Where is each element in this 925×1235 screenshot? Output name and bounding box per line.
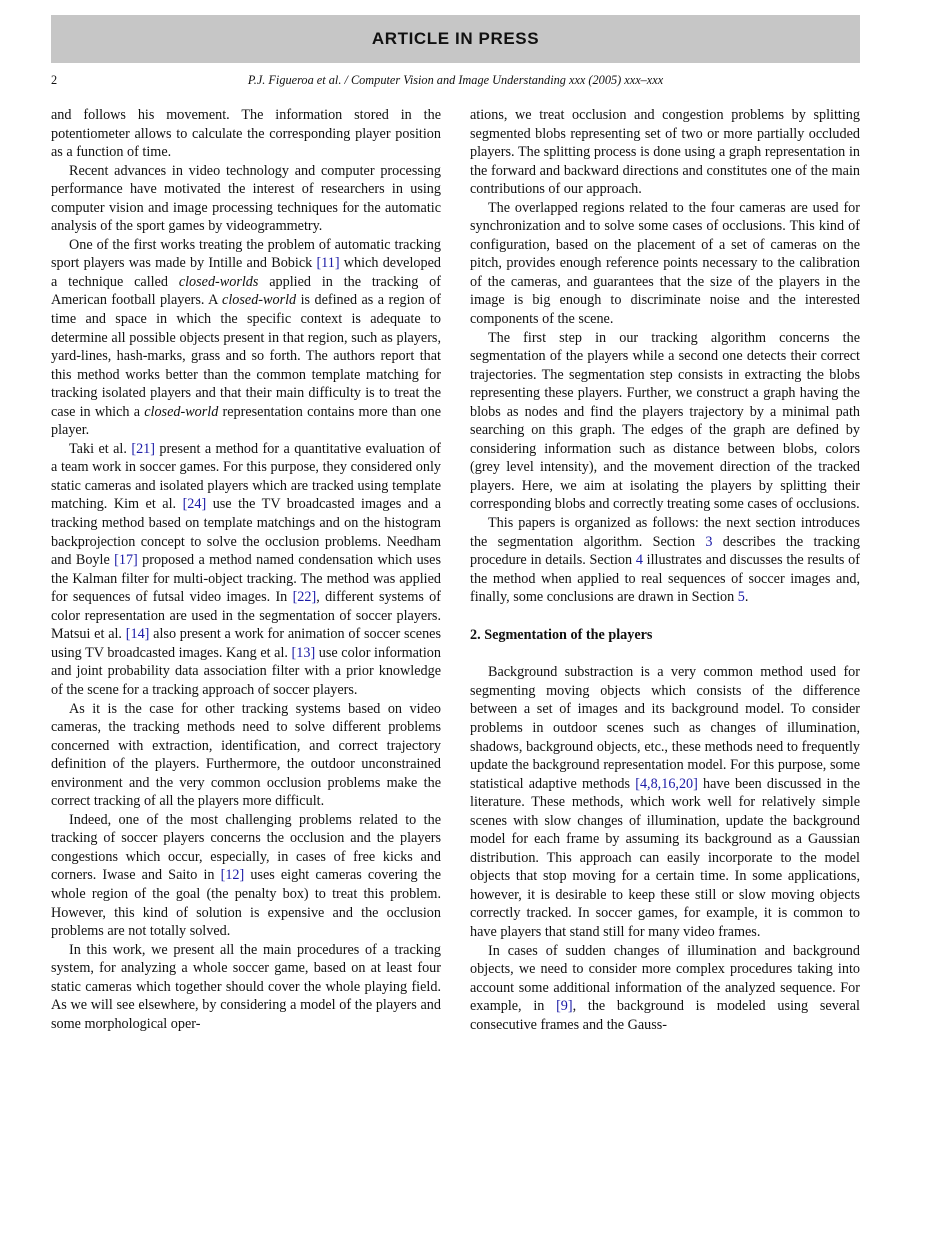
text-run: In cases of sudden changes of illumination and background objects, we need to consider more complex procedures taking into account some additional information of the analyzed sequence. For example, in bbox=[470, 942, 860, 1015]
paragraph bbox=[470, 199, 860, 329]
citation-link[interactable]: [11] bbox=[316, 255, 340, 272]
text-run: uses eight cameras covering the whole region of the goal (the penalty box) to treat this problem. However, this kind of solution is expensive and the occlusion problems are not totally solved. bbox=[51, 867, 441, 940]
section-heading: 2. Segmentation of the players bbox=[470, 626, 653, 643]
text-run: , different systems of color representation are used in the segmentation of soccer players. Matsui et al. bbox=[51, 589, 441, 643]
text-run: ations, we treat occlusion and congestion problems by splitting segmented blobs representing set of two or more partially occluded players. The splitting process is done using a graph representation in the forward and backward directions and constitutes one of the main contributions of our approach. bbox=[470, 107, 860, 198]
text-run: is defined as a region of time and space in which the specific context is adequate to determine all possible objects present in that region, such as players, yard-lines, hash-marks, grass and so forth. The authors report that this method works better than the common template matching for tracking isolated players and that their main difficulty is to treat the case in which a bbox=[51, 292, 441, 420]
paragraph bbox=[51, 162, 441, 236]
paragraph bbox=[51, 941, 441, 1034]
text-run: proposed a method named condensation which uses the Kalman filter for multi-object tracking. The method was applied for sequences of futsal video images. In bbox=[51, 552, 441, 606]
journal-citation: P.J. Figueroa et al. / Computer Vision and Image Understanding xxx (2005) xxx–xxx bbox=[247, 73, 664, 87]
text-run: Background substraction is a very common method used for segmenting moving objects which consists of the difference between a set of images and its background model. To consider problems in outdoor scenes such as changes of illumination, shadows, background objects, etc., these methods need to frequently update the background representation model. For this purpose, some statistical adaptive methods bbox=[470, 664, 860, 792]
text-run: The overlapped regions related to the four cameras are used for synchronization and to solve some cases of occlusions. This kind of configuration, based on the placement of a set of cameras on the pitch, provides enough reference points necessary to the calibration of the cameras, and guarantees that the size of the players in the image is big enough to discriminate noise and the interested components of the scene. bbox=[470, 199, 860, 328]
citation-link[interactable]: 5 bbox=[737, 589, 745, 606]
text-run: have been discussed in the literature. These methods, which work well for relatively simple scenes with slow changes of illumination, update the background model for each frame by assuming its background as a Gaussian distribution. This approach can easily incorporate to the model objects that stop moving for a certain time. In some applications, however, it is desirable to keep these still or slow moving objects correctly tracked. In soccer games, for example, it is common to have players that stand still for many video frames. bbox=[470, 775, 861, 940]
emphasis-text: closed-worlds bbox=[178, 273, 259, 290]
text-run: illustrates and discusses the results of the method when applied to real sequences of soccer images and, finally, some conclusions are drawn in Section bbox=[470, 552, 861, 606]
banner-text: ARTICLE IN PRESS bbox=[371, 29, 540, 48]
page-number: 2 bbox=[51, 73, 58, 87]
paragraph bbox=[470, 514, 860, 607]
text-run: Taki et al. bbox=[69, 440, 132, 457]
running-head bbox=[51, 73, 860, 89]
citation-link[interactable]: [14] bbox=[125, 626, 150, 643]
text-run: present a method for a quantitative evaluation of a team work in soccer games. For this purpose, they considered only static cameras and isolated players which are tracked using template matching. Kim et al. bbox=[51, 440, 441, 513]
text-run: applied in the tracking of American football players. A bbox=[51, 273, 441, 309]
citation-link[interactable]: [9] bbox=[556, 998, 573, 1015]
text-run: describes the tracking procedure in details. Section bbox=[470, 533, 860, 569]
text-run: . bbox=[744, 589, 749, 606]
text-run: Recent advances in video technology and computer processing performance have motivated the interest of researchers in using computer vision and image processing techniques for the automatic analysis of the sport games by videogrammetry. bbox=[51, 162, 441, 235]
paragraph bbox=[51, 811, 441, 941]
citation-link[interactable]: [13] bbox=[291, 644, 316, 661]
paragraph bbox=[470, 663, 860, 941]
paragraph bbox=[470, 329, 860, 514]
citation-link[interactable]: [4,8,16,20] bbox=[635, 775, 698, 792]
right-column bbox=[470, 106, 860, 1034]
text-run: which developed a technique called bbox=[51, 255, 441, 290]
paragraph bbox=[51, 440, 441, 700]
article-in-press-banner bbox=[51, 15, 860, 63]
citation-link[interactable]: 4 bbox=[635, 552, 643, 569]
citation-link[interactable]: [24] bbox=[182, 496, 207, 513]
citation-link[interactable]: 3 bbox=[705, 533, 713, 550]
text-run: Indeed, one of the most challenging problems related to the tracking of soccer players concerns the occlusion and the players congestions which occur, especially, in cases of free kicks and corners. Iwase and Saito in bbox=[51, 811, 441, 884]
citation-link[interactable]: [21] bbox=[131, 440, 155, 457]
text-run: and follows his movement. The information stored in the potentiometer allows to calculate the corresponding player position as a function of time. bbox=[51, 107, 441, 161]
paragraph bbox=[51, 700, 441, 811]
text-run: use the TV broadcasted images and a tracking method based on template matchings and on the histogram backprojection concept to solve the occlusion problems. Needham and Boyle bbox=[51, 496, 441, 569]
text-run: In this work, we present all the main procedures of a tracking system, for analyzing a whole soccer game, based on at least four static cameras which together should cover the whole playing field. As we will see elsewhere, by considering a model of the players and some morphological oper- bbox=[51, 941, 441, 1032]
text-run: The first step in our tracking algorithm concerns the segmentation of the players while a second one detects their correct trajectories. The segmentation step consists in extracting the blobs representing these players. Further, we construct a graph having the blobs as nodes and find the players trajectory by a minimal path searching on this graph. The edges of the graph are defined by considering information such as distance between blobs, colors (grey level intensity), and the movement direction of the tracked players. Here, we aim at isolating the players by splitting their corresponding blobs and correctly treating some cases of occlusions. bbox=[470, 329, 860, 513]
text-run: As it is the case for other tracking systems based on video cameras, the tracking methods need to solve different problems concerned with extraction, identification, and correct trajectory definition of the players. Furthermore, the outdoor unconstrained environment and the very common occlusion problems make the correct tracking of all the players more difficult. bbox=[51, 700, 441, 810]
citation-link[interactable]: [12] bbox=[220, 867, 245, 884]
emphasis-text: closed-world bbox=[144, 403, 219, 420]
text-run: , the background is modeled using several consecutive frames and the Gauss- bbox=[470, 998, 861, 1033]
text-run: use color information and joint probability data association filter with a prior knowledge of the scene for a tracking approach of soccer players. bbox=[51, 644, 441, 698]
paragraph bbox=[51, 106, 441, 162]
left-column bbox=[51, 106, 441, 1033]
text-run: One of the first works treating the problem of automatic tracking sport players was made by Intille and Bobick bbox=[51, 236, 441, 272]
text-run: This papers is organized as follows: the next section introduces the segmentation algorithm. Section bbox=[470, 515, 860, 550]
emphasis-text: closed-world bbox=[222, 292, 297, 309]
paragraph bbox=[51, 236, 441, 440]
paragraph bbox=[470, 942, 860, 1035]
paragraph bbox=[470, 106, 860, 199]
citation-link[interactable]: [17] bbox=[114, 552, 138, 569]
citation-link[interactable]: [22] bbox=[292, 589, 317, 606]
text-run: representation contains more than one player. bbox=[51, 403, 442, 439]
text-run: also present a work for animation of soccer scenes using TV broadcasted images. Kang et al. bbox=[51, 626, 442, 661]
